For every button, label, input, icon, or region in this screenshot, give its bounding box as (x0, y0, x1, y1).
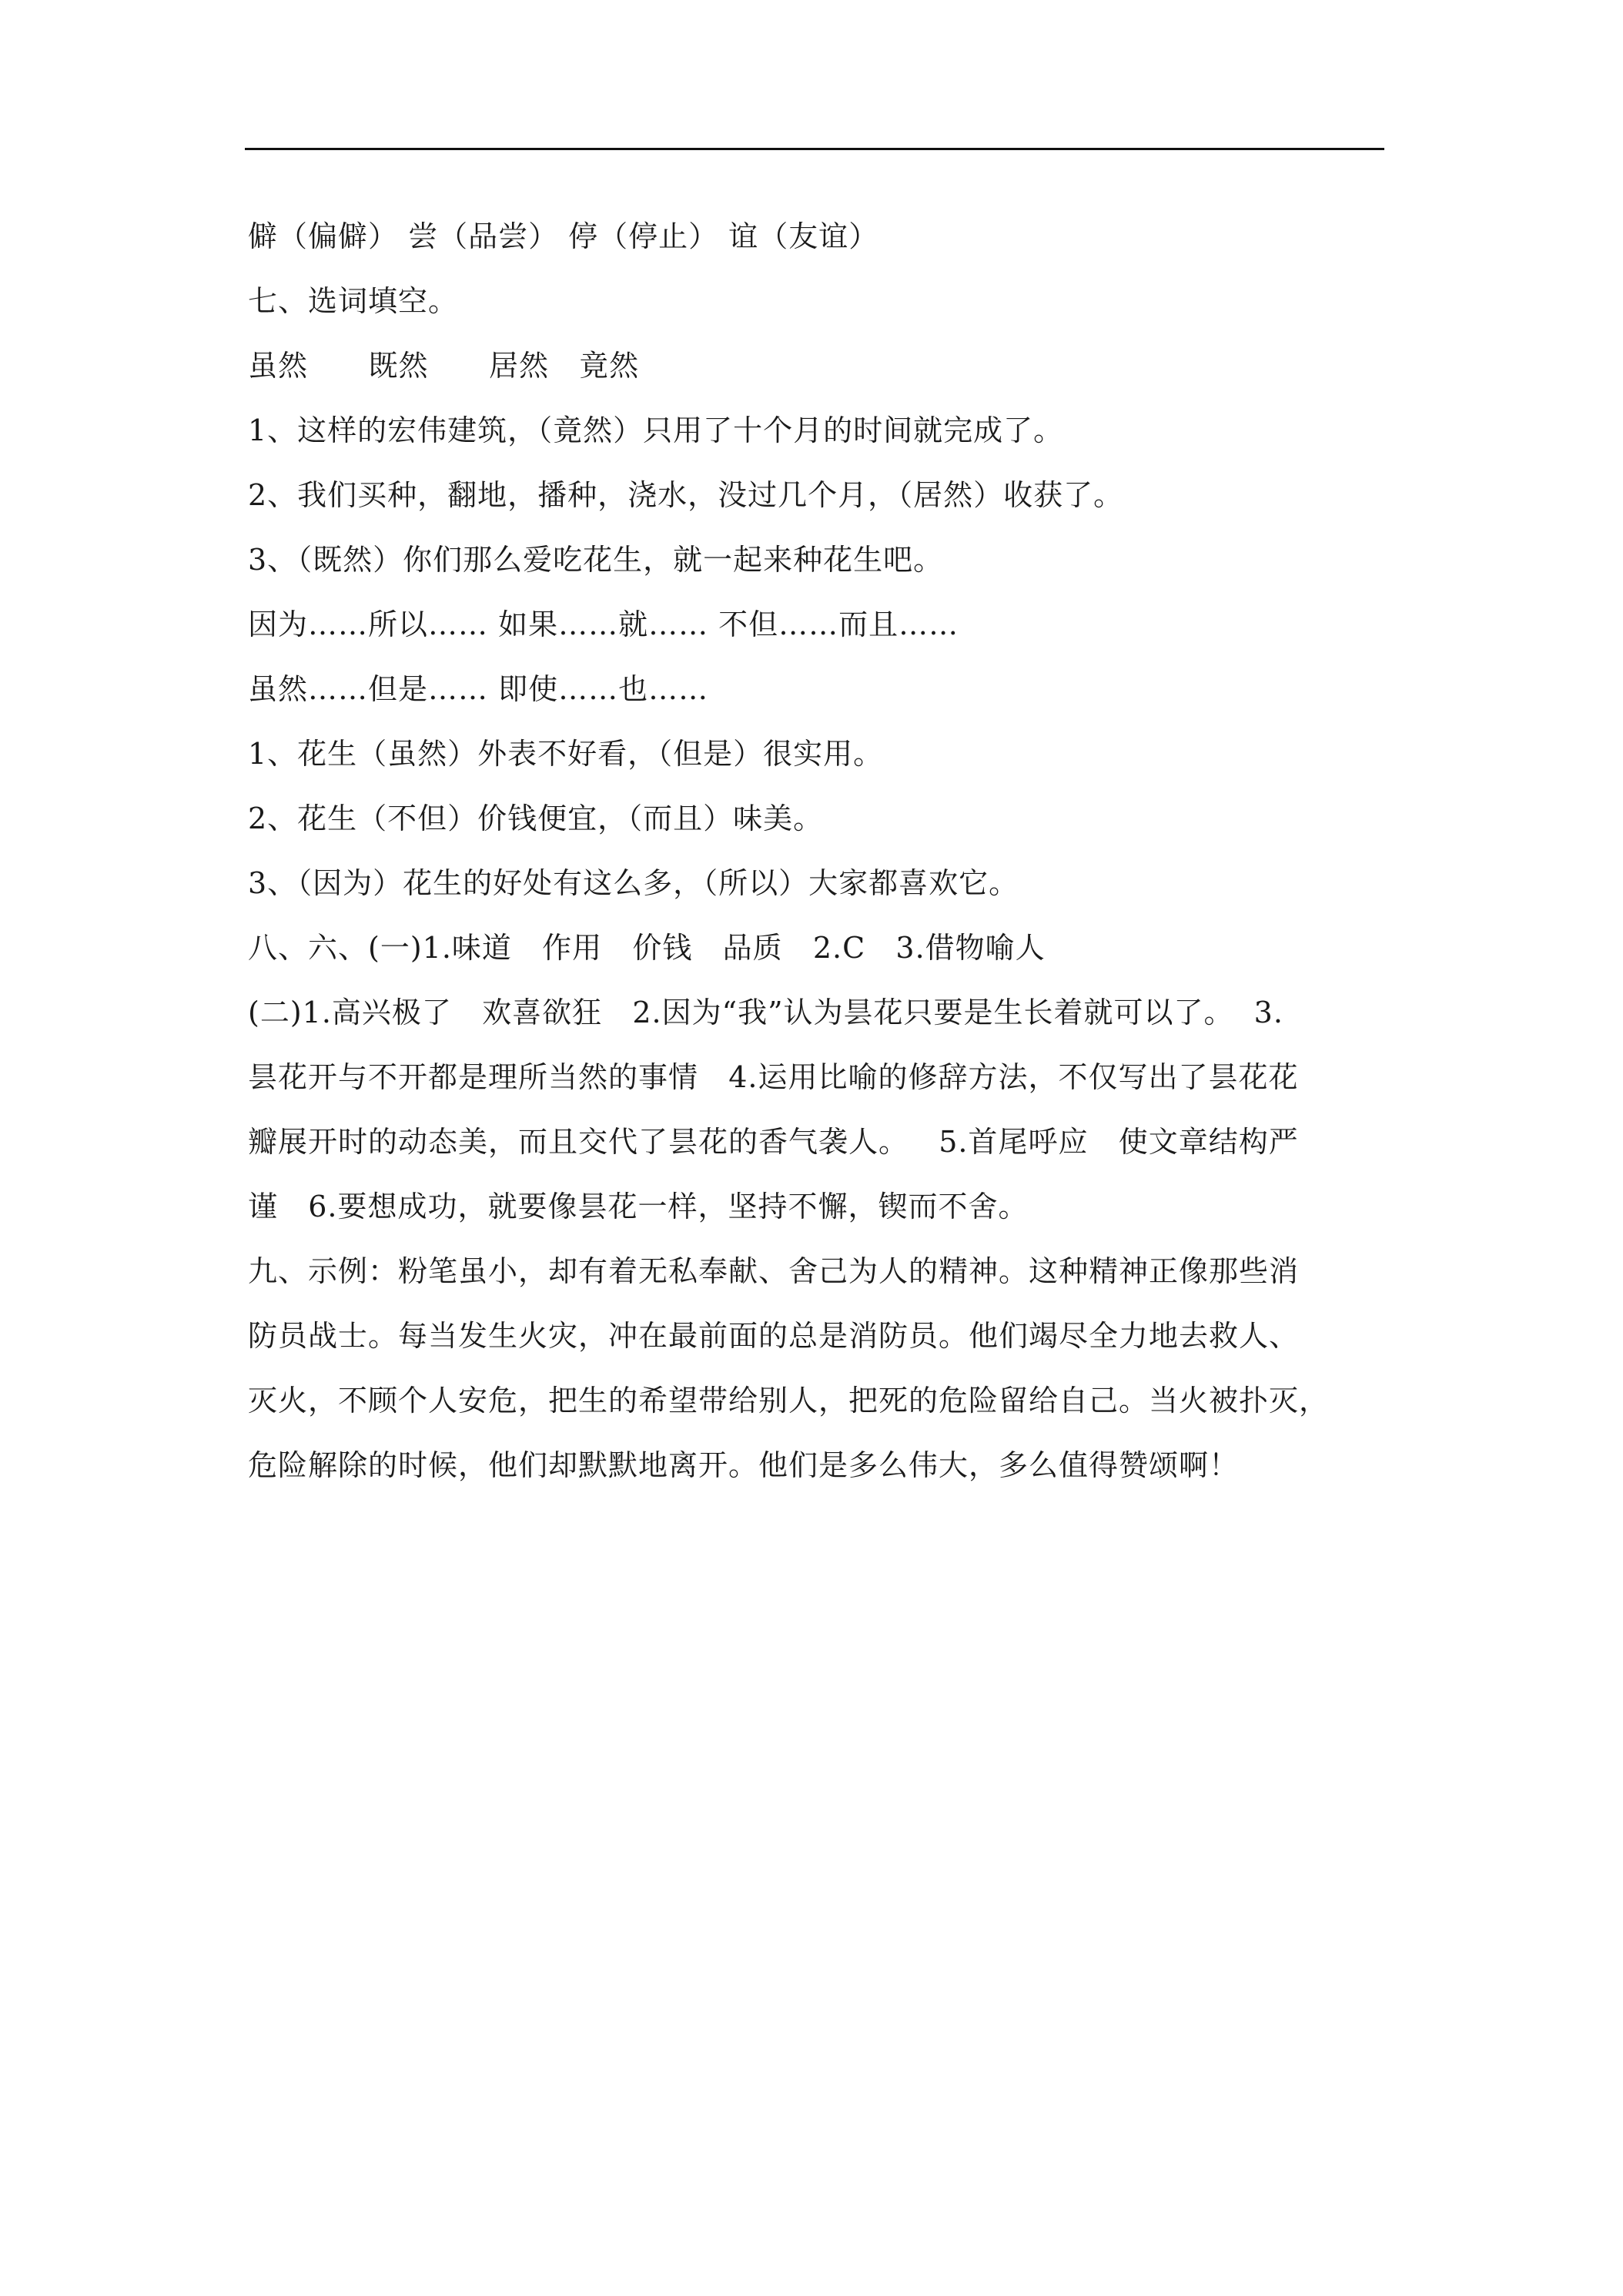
text-line: 2、我们买种，翻地，播种，浇水，没过几个月，（居然）收获了。 (248, 478, 1124, 512)
text-line: 危险解除的时候，他们却默默地离开。他们是多么伟大，多么值得赞颂啊！ (248, 1448, 1240, 1482)
answer-content (248, 204, 1387, 1498)
text-line: 八、六、(一)1.味道 作用 价钱 品质 2.C 3.借物喻人 (248, 931, 1046, 965)
text-line: 3、（既然）你们那么爱吃花生，就一起来种花生吧。 (248, 543, 944, 577)
header-rule (245, 148, 1384, 150)
text-line: 僻（偏僻） 尝（品尝） 停（停止） 谊（友谊） (248, 219, 879, 253)
text-line: 因为……所以…… 如果……就…… 不但……而且…… (248, 607, 959, 641)
text-line: 虽然……但是…… 即使……也…… (248, 672, 709, 706)
text-line: 1、花生（虽然）外表不好看，（但是）很实用。 (248, 737, 884, 771)
text-line: 灭火，不顾个人安危，把生的希望带给别人，把死的危险留给自己。当火被扑灭， (248, 1384, 1330, 1417)
text-line: 昙花开与不开都是理所当然的事情 4.运用比喻的修辞方法，不仅写出了昙花花 (248, 1060, 1299, 1094)
text-line: 谨 6.要想成功，就要像昙花一样，坚持不懈，锲而不舍。 (248, 1190, 1029, 1223)
text-line: (二)1.高兴极了 欢喜欲狂 2.因为“我”认为昙花只要是生长着就可以了。 3. (248, 996, 1283, 1029)
text-line: 3、（因为）花生的好处有这么多，（所以）大家都喜欢它。 (248, 866, 1019, 900)
text-line: 九、示例：粉笔虽小，却有着无私奉献、舍己为人的精神。这种精神正像那些消 (248, 1254, 1300, 1288)
text-line: 2、花生（不但）价钱便宜，（而且）味美。 (248, 802, 824, 835)
text-line: 七、选词填空。 (248, 284, 459, 318)
text-line: 1、这样的宏伟建筑，（竟然）只用了十个月的时间就完成了。 (248, 413, 1064, 447)
text-line: 虽然 既然 居然 竟然 (248, 349, 640, 383)
text-line: 瓣展开时的动态美，而且交代了昙花的香气袭人。 5.首尾呼应 使文章结构严 (248, 1125, 1299, 1159)
text-line: 防员战士。每当发生火灾，冲在最前面的总是消防员。他们竭尽全力地去救人、 (248, 1319, 1300, 1353)
